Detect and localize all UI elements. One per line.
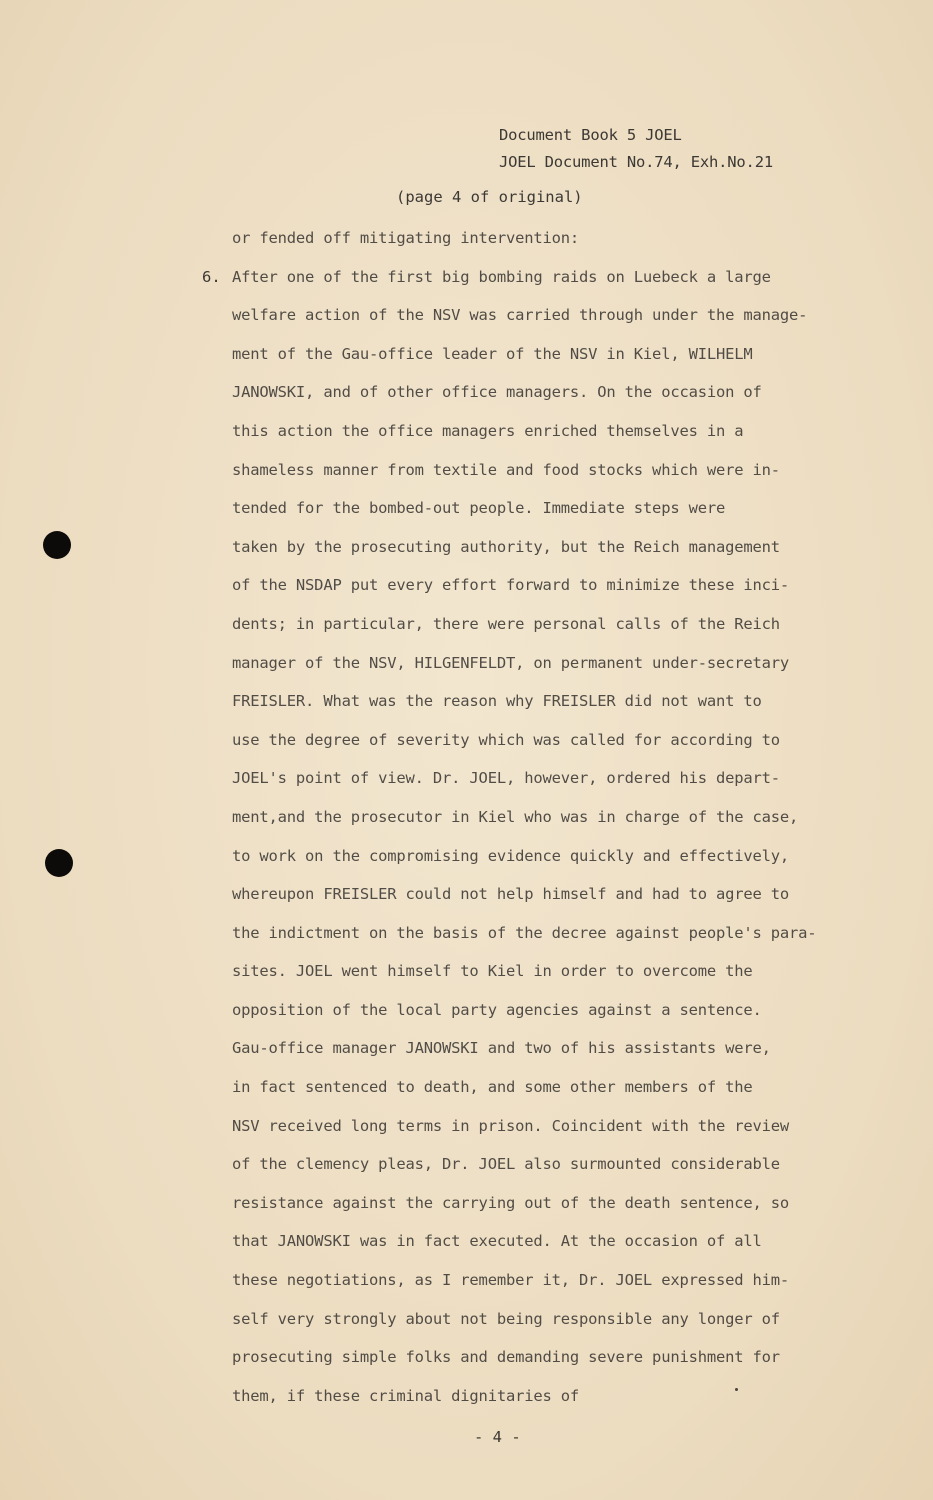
header-document-number: JOEL Document No.74, Exh.No.21 [499,153,773,171]
text-line: of the NSDAP put every effort forward to minimize these inci- [232,576,790,595]
text-line: ment of the Gau-office leader of the NSV in Kiel, WILHELM [232,344,753,363]
text-line: self very strongly about not being responsible any longer of [232,1309,780,1328]
text-line: welfare action of the NSV was carried through under the manage- [232,306,808,325]
text-line: these negotiations, as I remember it, Dr. JOEL expressed him- [232,1271,790,1290]
text-line: NSV received long terms in prison. Coincident with the review [232,1116,790,1135]
text-line: whereupon FREISLER could not help himself and had to agree to [232,885,790,904]
text-line: ment,and the prosecutor in Kiel who was in charge of the case, [232,807,799,826]
text-line: sites. JOEL went himself to Kiel in order to overcome the [232,962,753,981]
text-line: JANOWSKI, and of other office managers. On the occasion of [232,383,762,402]
text-line: to work on the compromising evidence quickly and effectively, [232,846,790,865]
text-line: opposition of the local party agencies against a sentence. [232,1000,762,1019]
text-line: them, if these criminal dignitaries of [232,1386,580,1405]
text-line: prosecuting simple folks and demanding severe punishment for [232,1348,780,1367]
text-line: manager of the NSV, HILGENFELDT, on permanent under-secretary [232,653,790,672]
text-line: Gau-office manager JANOWSKI and two of his assistants were, [232,1039,771,1058]
paragraph-number: 6. [202,268,221,286]
punch-hole [45,849,73,877]
document-header [499,122,773,176]
text-line: taken by the prosecuting authority, but the Reich management [232,537,780,556]
page-number: - 4 - [474,1428,521,1446]
text-line: that JANOWSKI was in fact executed. At the occasion of all [232,1232,762,1251]
document-body [232,226,862,1422]
text-line: the indictment on the basis of the decree against people's para- [232,923,817,942]
text-line: shameless manner from textile and food stocks which were in- [232,460,780,479]
text-line: tended for the bombed-out people. Immediate steps were [232,499,726,518]
text-line: use the degree of severity which was called for according to [232,730,780,749]
text-line: in fact sentenced to death, and some other members of the [232,1078,753,1097]
text-line: resistance against the carrying out of the death sentence, so [232,1193,790,1212]
text-line: or fended off mitigating intervention: [232,229,580,247]
text-line: FREISLER. What was the reason why FREISLER did not want to [232,692,762,711]
text-line: JOEL's point of view. Dr. JOEL, however, ordered his depart- [232,769,780,788]
original-page-note: (page 4 of original) [396,188,583,206]
punch-hole [43,531,71,559]
text-line: of the clemency pleas, Dr. JOEL also surmounted considerable [232,1155,780,1174]
header-document-book: Document Book 5 JOEL [499,126,682,144]
ink-dot [735,1388,738,1391]
text-line: After one of the first big bombing raids on Luebeck a large [232,267,771,286]
text-line: this action the office managers enriched themselves in a [232,421,744,440]
text-line: dents; in particular, there were personal calls of the Reich [232,614,780,633]
